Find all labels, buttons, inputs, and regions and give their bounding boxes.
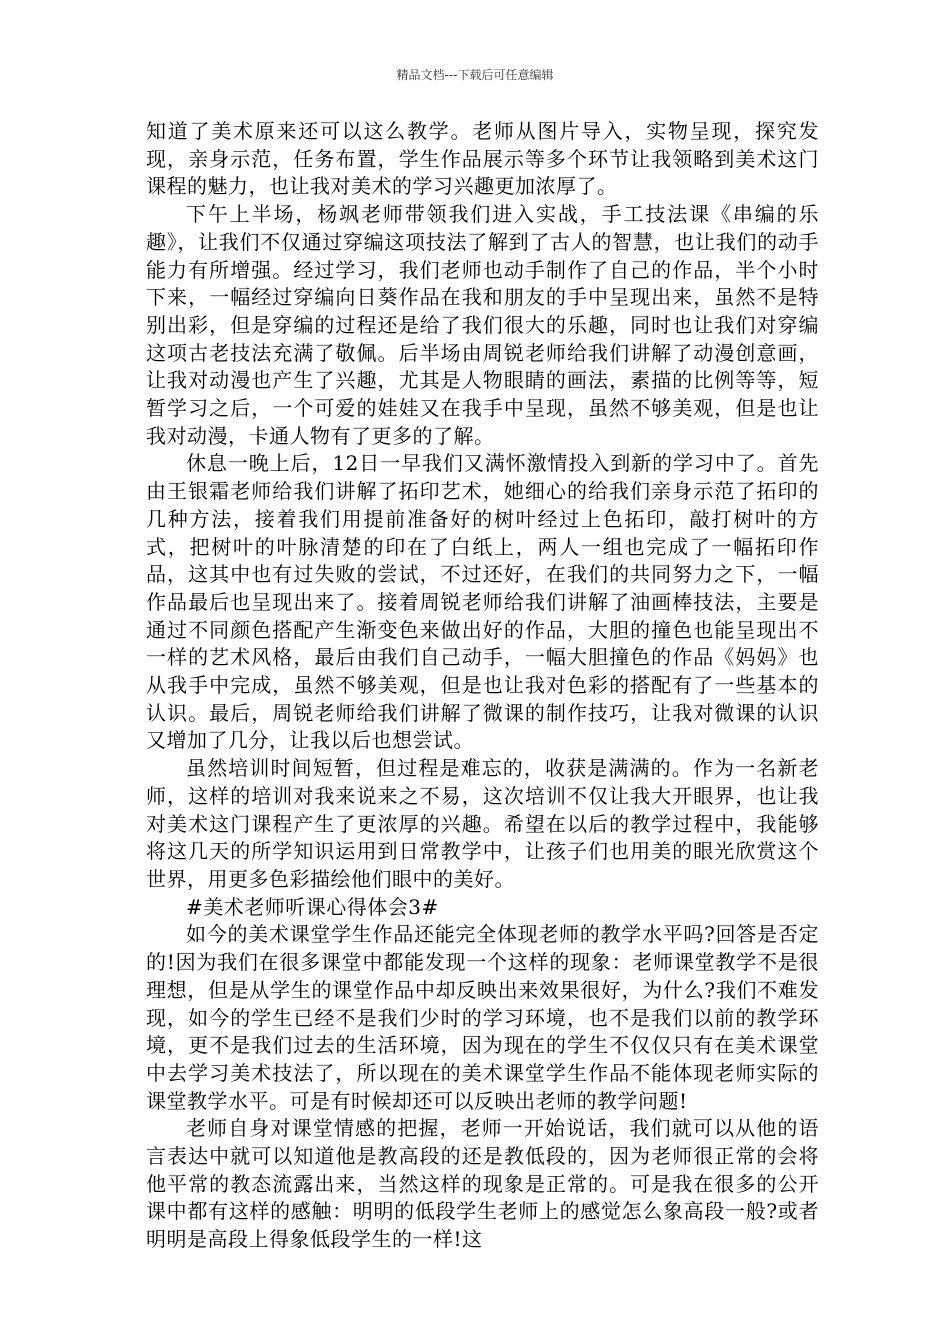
paragraph: 下午上半场，杨飒老师带领我们进入实战，手工技法课《串编的乐趣》，让我们不仅通过穿编这项技法了解到了古人的智慧，也让我们的动手能力有所增强。经过学习，我们老师也动手制作了自己的作品，半个小时下来，一幅经过穿编向日葵作品在我和朋友的手中呈现出来，虽然不是特别出彩，但是穿编的过程还是给了我们很大的乐趣，同时也让我们对穿编这项古老技法充满了敬佩。后半场由周锐老师给我们讲解了动漫创意画，让我对动漫也产生了兴趣，尤其是人物眼睛的画法，素描的比例等等，短暂学习之后，一个可爱的娃娃又在我手中呈现，虽然不够美观，但是也让我对动漫，卡通人物有了更多的了解。 xyxy=(146,202,819,448)
paragraph: 如今的美术课堂学生作品还能完全体现老师的教学水平吗?回答是否定的!因为我们在很多课堂中都能发现一个这样的现象：老师课堂教学不是很理想，但是从学生的课堂作品中却反映出来效果很好，为什么?我们不难发现，如今的学生已经不是我们少时的学习环境，也不是我们以前的教学环境，更不是我们过去的生活环境，因为现在的学生不仅仅只有在美术课堂中去学习美术技法了，所以现在的美术课堂学生作品不能体现老师实际的课堂教学水平。可是有时候却还可以反映出老师的教学问题! xyxy=(146,922,819,1113)
page-header: 精品文档---下载后可任意编辑 xyxy=(396,68,554,82)
document-body xyxy=(146,118,819,1254)
paragraph: 知道了美术原来还可以这么教学。老师从图片导入，实物呈现，探究发现，亲身示范，任务布置，学生作品展示等多个环节让我领略到美术这门课程的魅力，也让我对美术的学习兴趣更加浓厚了。 xyxy=(146,119,819,199)
paragraph: 老师自身对课堂情感的把握，老师一开始说话，我们就可以从他的语言表达中就可以知道他是教高段的还是教低段的，因为老师很正常的会将他平常的教态流露出来，当然这样的现象是正常的。可是我在很多的公开课中都有这样的感触：明明的低段学生老师上的感觉怎么象高段一般?或者明明是高段上得象低段学生的一样!这 xyxy=(146,1116,819,1252)
paragraph: 虽然培训时间短暂，但过程是难忘的，收获是满满的。作为一名新老师，这样的培训对我来说来之不易，这次培训不仅让我大开眼界，也让我对美术这门课程产生了更浓厚的兴趣。希望在以后的教学过程中，我能够将这几天的所学知识运用到日常教学中，让孩子们也用美的眼光欣赏这个世界，用更多色彩描绘他们眼中的美好。 xyxy=(146,756,819,891)
section-heading: #美术老师听课心得体会3# xyxy=(186,894,439,919)
paragraph: 休息一晚上后，12日一早我们又满怀激情投入到新的学习中了。首先由王银霜老师给我们讲解了拓印艺术，她细心的给我们亲身示范了拓印的几种方法，接着我们用提前准备好的树叶经过上色拓印，敲打树叶的方式，把树叶的叶脉清楚的印在了白纸上，两人一组也完成了一幅拓印作品，这其中也有过失败的尝试，不过还好，在我们的共同努力之下，一幅作品最后也呈现出来了。接着周锐老师给我们讲解了油画棒技法，主要是通过不同颜色搭配产生渐变色来做出好的作品，大胆的撞色也能呈现出不一样的艺术风格，最后由我们自己动手，一幅大胆撞色的作品《妈妈》也从我手中完成，虽然不够美观，但是也让我对色彩的搭配有了一些基本的认识。最后，周锐老师给我们讲解了微课的制作技巧，让我对微课的认识又增加了几分，让我以后也想尝试。 xyxy=(146,451,819,753)
